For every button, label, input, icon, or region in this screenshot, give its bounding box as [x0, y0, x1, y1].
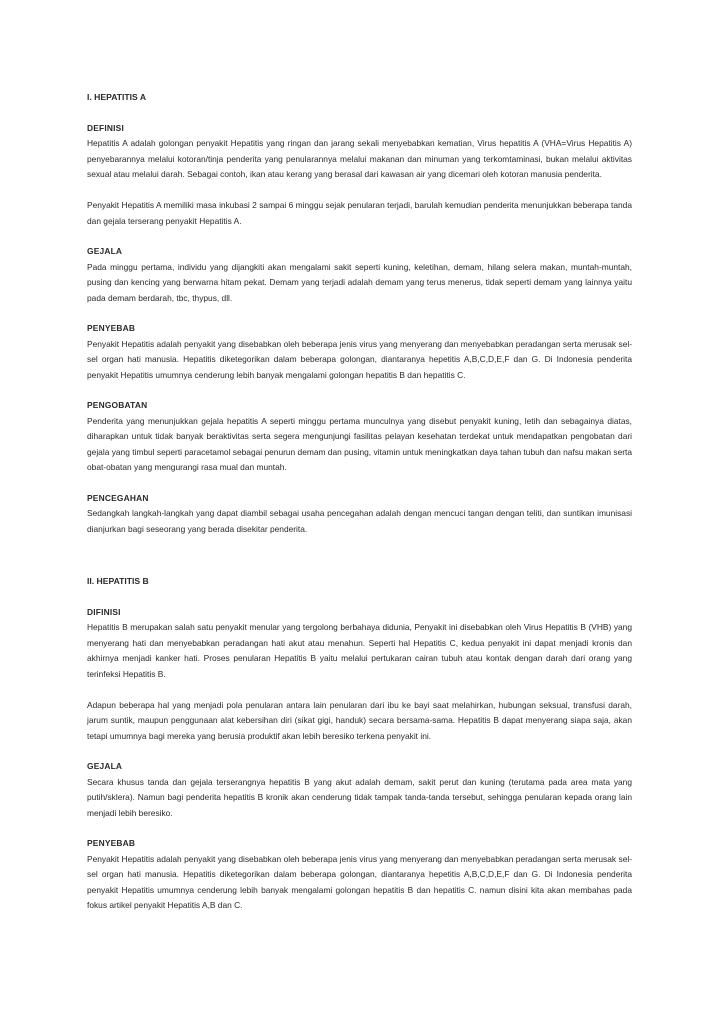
chapter-title: I. HEPATITIS A — [87, 92, 147, 102]
chapter-title: II. HEPATITIS B — [87, 576, 149, 586]
paragraph: Adapun beberapa hal yang menjadi pola penularan antara lain penularan dari ibu ke bayi saat melahirkan, hubungan seksual, transfusi darah, jarum suntik, maupun penggunaan alat kebersihan diri (sikat gigi, handuk) secara bersama-sama. Hepatitis B dapat menyerang siapa saja, akan tetapi umumnya bagi mereka yang berusia produktif akan lebih beresiko terkena penyakit ini. — [87, 699, 632, 741]
paragraph: Secara khusus tanda dan gejala terserangnya hepatitis B yang akut adalah demam, sakit perut dan kuning (terutama pada area mata yang putih/sklera). Namun bagi penderita hepatitis B kronik akan cenderung tidak tampak tanda-tanda tersebut, sehingga penularan kepada orang lain menjadi lebih beresiko. — [87, 776, 632, 818]
section-pengobatan — [87, 398, 632, 476]
chapter-hepatitis-b — [87, 574, 632, 914]
paragraph: Penderita yang menunjukkan gejala hepatitis A seperti minggu pertama munculnya yang disebut penyakit kuning, letih dan sebagainya diatas, diharapkan untuk tidak banyak beraktivitas serta segera mengunjungi fasilitas pelayan kesehatan terdekat untuk mendapatkan pengobatan dari gejala yang timbul seperti paracetamol sebagai penurun demam dan pusing, vitamin untuk meningkatkan daya tahan tubuh dan nafsu makan serta obat-obatan yang mengurangi rasa mual dan muntah. — [87, 415, 632, 472]
section-definisi — [87, 121, 632, 230]
section-pencegahan — [87, 491, 632, 538]
paragraph: Hepatitis B merupakan salah satu penyakit menular yang tergolong berbahaya didunia, Penyakit ini disebabkan oleh Virus Hepatitis B (VHB) yang menyerang hati dan menyebabkan peradangan hati akut atau menahun. Seperti hal Hepatitis C, kedua penyakit ini dapat menjadi kronis dan akhirnya menjadi kanker hati. Proses penularan Hepatitis B yaitu melalui pertukaran cairan tubuh atau kontak dengan darah dari orang yang terinfeksi Hepatitis B. — [87, 622, 632, 679]
section-heading: PENYEBAB — [87, 838, 136, 848]
paragraph: Penyakit Hepatitis adalah penyakit yang disebabkan oleh beberapa jenis virus yang menyerang dan menyebabkan peradangan serta merusak sel-sel organ hati manusia. Hepatitis diketegorikan dalam beberapa golongan, diantaranya hepetitis A,B,C,D,E,F dan G. Di Indonesia penderita penyakit Hepatitis umumnya cenderung lebih banyak mengalami golongan hepatitis B dan hepatitis C. — [87, 338, 632, 380]
paragraph: Penyakit Hepatitis adalah penyakit yang disebabkan oleh beberapa jenis virus yang menyerang dan menyebabkan peradangan serta merusak sel-sel organ hati manusia. Hepatitis diketegorikan dalam beberapa golongan, diantaranya hepetitis A,B,C,D,E,F dan G. Di Indonesia penderita penyakit Hepatitis umumnya cenderung lebih banyak mengalami golongan hepatitis B dan hepatitis C. namun disini kita akan membahas pada fokus artikel penyakit Hepatitis A,B dan C. — [87, 853, 632, 910]
section-heading: GEJALA — [87, 761, 123, 771]
paragraph: Sedangkah langkah-langkah yang dapat diambil sebagai usaha pencegahan adalah dengan mencuci tangan dengan teliti, dan suntikan imunisasi dianjurkan bagi seseorang yang berada disekitar penderita. — [87, 508, 632, 534]
paragraph: Hepatitis A adalah golongan penyakit Hepatitis yang ringan dan jarang sekali menyebabkan kematian, Virus hepatitis A (VHA=Virus Hepatitis A) penyebarannya melalui kotoran/tinja penderita yang penularannya melalui makanan dan minuman yang terkomtaminasi, bukan melalui aktivitas sexual atau melalui darah. Sebagai contoh, ikan atau kerang yang berasal dari kawasan air yang dicemari oleh kotoran manusia penderita. — [87, 138, 632, 179]
section-difinisi — [87, 605, 632, 745]
paragraph: Pada minggu pertama, individu yang dijangkiti akan mengalami sakit seperti kuning, keletihan, demam, hilang selera makan, muntah-muntah, pusing dan kencing yang berwarna hitam pekat. Demam yang terjadi adalah demam yang terus menerus, tidak seperti demam yang lainnya yaitu pada demam berdarah, tbc, thypus, dll. — [87, 261, 632, 303]
section-gejala — [87, 759, 632, 821]
section-heading: DIFINISI — [87, 606, 121, 617]
section-heading: DEFINISI — [87, 122, 124, 133]
section-heading: PENGOBATAN — [87, 400, 148, 410]
chapter-hepatitis-a — [87, 90, 632, 537]
section-penyebab — [87, 321, 632, 383]
section-penyebab — [87, 836, 632, 914]
section-heading: GEJALA — [87, 246, 123, 256]
document-page — [87, 90, 632, 914]
section-gejala — [87, 244, 632, 306]
section-heading: PENYEBAB — [87, 323, 136, 333]
section-heading: PENCEGAHAN — [87, 492, 149, 503]
paragraph: Penyakit Hepatitis A memiliki masa inkubasi 2 sampai 6 minggu sejak penularan terjadi, barulah kemudian penderita menunjukkan beberapa tanda dan gejala terserang penyakit Hepatitis A. — [87, 200, 632, 226]
